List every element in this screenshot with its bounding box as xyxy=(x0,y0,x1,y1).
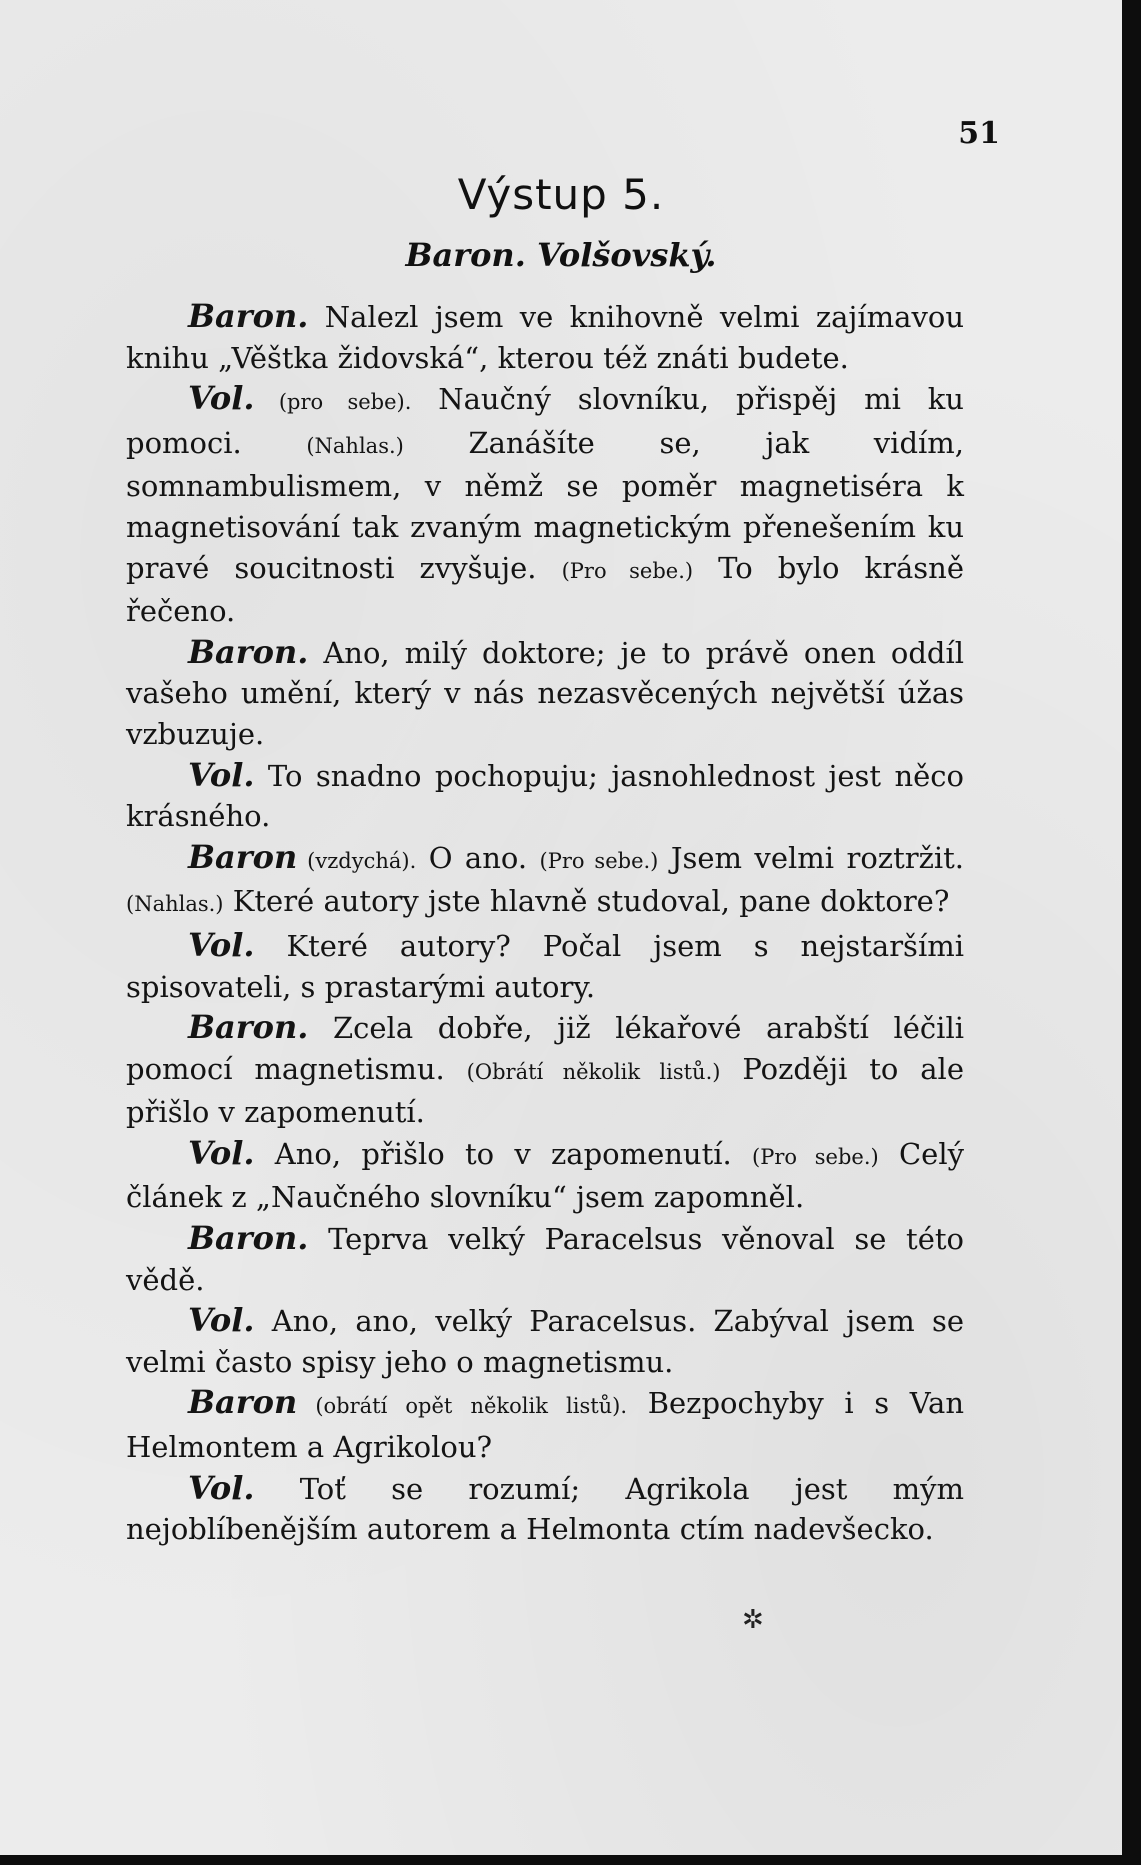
dialogue-text xyxy=(126,296,964,1550)
speech-text: Které autory jste hlavně studoval, pane doktore? xyxy=(223,884,950,919)
speech-paragraph xyxy=(126,632,964,755)
speech-text: Které autory? Počal jsem s nejstaršími spisovateli, s prastarými autory. xyxy=(126,928,964,1004)
speech-text: Jsem velmi roztržit. xyxy=(658,840,965,875)
speech-text: Celý článek z „Naučného slovníku“ jsem zapomněl. xyxy=(126,1136,964,1215)
stage-direction: (Nahlas.) xyxy=(126,892,224,917)
speaker-name: Baron. xyxy=(188,297,309,335)
speaker-name: Baron. xyxy=(188,1008,309,1047)
stage-direction: (Obrátí několik listů.) xyxy=(466,1059,721,1084)
speaker-name: Vol. xyxy=(188,1301,255,1340)
stage-direction: (Nahlas.) xyxy=(306,433,404,458)
speech-paragraph xyxy=(126,1300,964,1382)
speech-paragraph xyxy=(126,1382,964,1467)
speech-text: Bezpochyby i s Van Helmontem a Agrikolou? xyxy=(126,1386,964,1465)
speaker-name: Baron. xyxy=(188,1219,309,1258)
speech-text: Toť se rozumí; Agrikola jest mým nejoblíbenějším autorem a Helmonta ctím nadevšecko. xyxy=(126,1471,964,1547)
speaker-name: Vol. xyxy=(188,379,255,418)
speech-text: Ano, milý doktore; je to právě onen oddíl vašeho umění, který v nás nezasvěcených největší úžas vzbuzuje. xyxy=(126,635,964,751)
stage-direction: (Pro sebe.) xyxy=(539,848,659,873)
speech-paragraph xyxy=(126,1133,964,1218)
speech-text: Naučný slovníku, přispěj mi ku pomoci. xyxy=(126,382,964,460)
page-number: 51 xyxy=(958,116,1000,151)
speaker-name: Vol. xyxy=(188,925,255,964)
speech-paragraph xyxy=(126,378,964,632)
stage-direction: (Pro sebe.) xyxy=(752,1144,879,1169)
speaker-name: Vol. xyxy=(188,1468,255,1507)
speech-text: Ano, přišlo to v zapomenutí. xyxy=(254,1136,753,1171)
end-ornament-icon: ✲ xyxy=(742,1605,764,1635)
stage-direction: (obrátí opět několik listů). xyxy=(297,1394,628,1419)
speech-text: Zanášíte se, jak vidím, somnambulismem, v němž se poměr magnetiséra k magnetisování tak zvaným magnetickým přenešením ku pravé soucitnosti zvyšuje. xyxy=(126,425,965,585)
speech-text: O ano. xyxy=(416,840,540,875)
speech-paragraph xyxy=(126,1468,964,1550)
speaker-name: Baron xyxy=(188,837,298,876)
speaker-name: Baron. xyxy=(188,632,309,671)
stage-direction: (vzdychá). xyxy=(297,848,417,873)
speaker-name: Vol. xyxy=(188,1133,255,1172)
speech-text: Zcela dobře, již lékařové arabští léčili pomocí magnetismu. xyxy=(126,1011,964,1086)
speech-text: Teprva velký Paracelsus věnoval se této vědě. xyxy=(126,1222,964,1297)
speech-paragraph xyxy=(126,837,964,925)
stage-direction: (pro sebe). xyxy=(254,390,412,415)
speech-text: Později to ale přišlo v zapomenutí. xyxy=(126,1051,964,1130)
speaker-name: Vol. xyxy=(188,755,255,794)
speech-paragraph xyxy=(126,296,964,378)
scene-characters: Baron. Volšovský. xyxy=(405,236,717,274)
speech-text: To snadno pochopuju; jasnohlednost jest něco krásného. xyxy=(126,758,964,834)
speech-paragraph xyxy=(126,755,964,837)
speech-text: Nalezl jsem ve knihovně velmi zajímavou knihu „Věštka židovská“, kterou též znáti budete. xyxy=(126,300,964,375)
speech-paragraph xyxy=(126,925,964,1007)
scan-edge-right xyxy=(1122,0,1141,1865)
speech-text: Ano, ano, velký Paracelsus. Zabýval jsem se velmi často spisy jeho o magnetismu. xyxy=(126,1304,964,1379)
speech-text: To bylo krásně řečeno. xyxy=(126,550,964,629)
stage-direction: (Pro sebe.) xyxy=(561,558,694,583)
speech-paragraph xyxy=(126,1218,964,1300)
speaker-name: Baron xyxy=(188,1383,298,1422)
scan-edge-bottom xyxy=(0,1855,1141,1865)
speech-paragraph xyxy=(126,1007,964,1133)
scene-title: Výstup 5. xyxy=(457,170,665,219)
